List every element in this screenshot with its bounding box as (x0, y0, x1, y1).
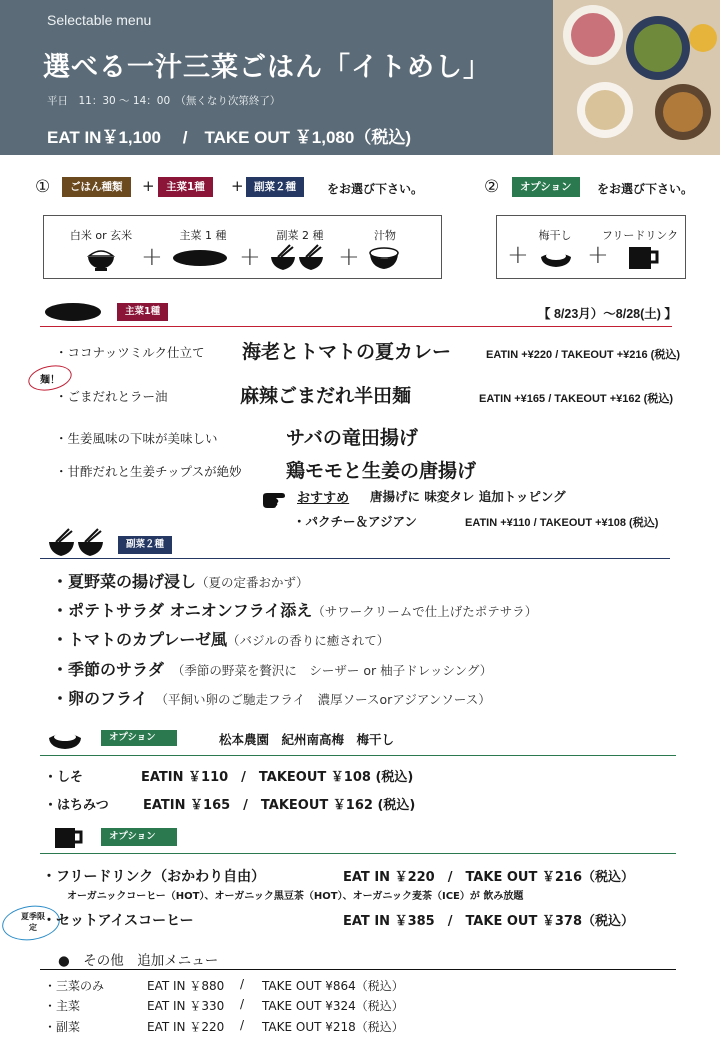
plus-sign: + (231, 177, 244, 195)
tag-main-dish: 主菜1種 (117, 303, 168, 321)
main-item-name: 鶏モモと生姜の唐揚げ (286, 460, 477, 482)
box-label-side: 副菜 2 種 (276, 229, 324, 242)
price-separator: / (240, 997, 245, 1011)
side-item (52, 569, 309, 592)
section-divider (40, 969, 676, 970)
main-item-name: 麻辣ごまだれ半田麺 (240, 385, 412, 407)
others-heading: ● その他 追加メニュー (58, 953, 219, 969)
other-item-takeout: TAKE OUT ¥864（税込） (262, 979, 404, 993)
section-divider (40, 755, 676, 756)
umeboshi-icon (47, 728, 83, 750)
free-drink-note: オーガニックコーヒー（HOT）、オーガニック黒豆茶（HOT）、オーガニック麦茶（ICE）が 飲み放題 (67, 891, 524, 902)
main-item-price: EATIN +¥220 / TAKEOUT +¥216 (税込) (486, 349, 680, 361)
recommend-label: おすすめ (297, 491, 350, 506)
option-price: EATIN ￥110 / TAKEOUT ￥108 (税込) (141, 770, 414, 785)
header-price: EAT IN￥1,100 / TAKE OUT ￥1,080（税込) (47, 128, 411, 147)
plus-sign: + (141, 242, 163, 272)
plus-sign: + (142, 177, 155, 195)
tag-option: オプション (512, 177, 580, 197)
box-label-drink: フリードリンク (601, 229, 679, 242)
option-name: ・はちみつ (44, 798, 109, 813)
topping-price: EATIN +¥110 / TAKEOUT +¥108 (税込) (465, 517, 659, 529)
plus-sign: + (239, 242, 261, 272)
other-item-name: ・三菜のみ (44, 979, 105, 993)
tag-side-dish: 副菜２種 (118, 536, 172, 554)
recommend-text: 唐揚げに 味変タレ 追加トッピング (370, 489, 566, 504)
free-drink-price: EAT IN ￥220 / TAKE OUT ￥216（税込） (343, 870, 634, 885)
box-label-main: 主菜 1 種 (179, 229, 227, 242)
other-item-name: ・副菜 (44, 1020, 81, 1034)
side-item-note: （バジルの香りに癒されて） (227, 633, 390, 648)
main-item-price: EATIN +¥165 / TAKEOUT +¥162 (税込) (479, 393, 673, 405)
summer-limited-badge: 夏季限定 (21, 912, 45, 932)
mug-icon (627, 245, 661, 271)
side-item-name: ・夏野菜の揚げ浸し (52, 572, 197, 591)
iced-coffee-price: EAT IN ￥385 / TAKE OUT ￥378（税込） (343, 914, 634, 929)
topping-name: ・パクチー＆アジアン (293, 514, 418, 529)
plus-sign: + (338, 242, 360, 272)
main-item-desc: ・ココナッツミルク仕立て (55, 345, 205, 360)
step1-instruction: をお選び下さい。 (327, 182, 424, 196)
soup-bowl-icon (368, 245, 400, 271)
pointing-hand-icon (262, 490, 292, 510)
side-item (52, 627, 389, 650)
mug-icon (53, 826, 85, 850)
side-item (52, 686, 491, 709)
section-divider (40, 558, 670, 559)
side-bowls-icon (270, 243, 326, 273)
side-item-note: （サワークリームで仕上げたポテサラ） (312, 604, 538, 619)
box-label-rice: 白米 or 玄米 (69, 229, 133, 242)
main-item-name: 海老とトマトの夏カレー (242, 341, 452, 363)
side-item-note: （平飼い卵のご馳走フライ 濃厚ソースorアジアンソース） (155, 692, 491, 707)
menu-period: 【 8/23月）〜8/28(土) 】 (538, 307, 677, 321)
food-photo (553, 0, 720, 155)
step-number-2: ② (484, 177, 500, 196)
page-title: 選べる一汁三菜ごはん「イトめし」 (43, 52, 491, 83)
main-item-name: サバの竜田揚げ (286, 427, 418, 449)
header-hours: 平日 11：30 〜 14：00 （無くなり次第終了） (47, 95, 281, 107)
tag-rice-type: ごはん種類 (62, 177, 131, 197)
price-separator: / (240, 1018, 245, 1032)
tag-option: オプション (101, 828, 177, 846)
side-bowls-icon (48, 527, 106, 559)
other-item-takeout: TAKE OUT ¥324（税込） (262, 999, 404, 1013)
step2-instruction: をお選び下さい。 (597, 182, 694, 196)
price-separator: / (240, 977, 245, 991)
side-item-name: ・ポテトサラダ オニオンフライ添え (52, 601, 313, 620)
plate-icon (44, 302, 102, 322)
side-item-name: ・季節のサラダ (52, 660, 164, 679)
main-item-desc: ・ごまだれとラー油 (55, 389, 168, 404)
header-subtitle: Selectable menu (47, 12, 152, 28)
box-label-umeboshi: 梅干し (538, 229, 572, 242)
umeboshi-desc: 松本農園 紀州南高梅 梅干し (219, 732, 395, 747)
option-price: EATIN ￥165 / TAKEOUT ￥162 (税込) (143, 798, 416, 813)
step-number-1: ① (35, 177, 51, 196)
other-item-name: ・主菜 (44, 999, 81, 1013)
side-item-name: ・トマトのカプレーゼ風 (52, 630, 228, 649)
tag-main-dish: 主菜1種 (158, 177, 213, 197)
main-item-desc: ・甘酢だれと生姜チップスが絶妙 (55, 464, 242, 479)
side-item-note: （季節の野菜を贅沢に シーザー or 柚子ドレッシング） (171, 663, 493, 678)
noodle-badge: 麺！ (40, 375, 60, 386)
umeboshi-icon (539, 248, 573, 268)
section-divider (40, 326, 672, 327)
side-item (52, 657, 492, 680)
plus-sign: + (587, 240, 609, 270)
box-label-soup: 汁物 (374, 229, 396, 242)
rice-bowl-icon (86, 245, 116, 271)
tag-option: オプション (101, 730, 177, 746)
section-divider (40, 853, 676, 854)
tag-side-dish: 副菜２種 (246, 177, 304, 197)
other-item-takeout: TAKE OUT ¥218（税込） (262, 1020, 404, 1034)
side-item-name: ・卵のフライ (52, 689, 148, 708)
free-drink-name: ・フリードリンク（おかわり自由） (42, 869, 266, 885)
other-item-eatin: EAT IN ￥880 (147, 979, 225, 993)
option-name: ・しそ (44, 770, 84, 785)
side-item-note: （夏の定番おかず） (196, 575, 309, 590)
side-item (52, 598, 537, 621)
plus-sign: + (507, 240, 529, 270)
iced-coffee-name: ・セットアイスコーヒー (42, 913, 194, 929)
other-item-eatin: EAT IN ￥220 (147, 1020, 225, 1034)
main-item-desc: ・生姜風味の下味が美味しい (55, 431, 218, 446)
other-item-eatin: EAT IN ￥330 (147, 999, 225, 1013)
plate-icon (172, 250, 228, 268)
